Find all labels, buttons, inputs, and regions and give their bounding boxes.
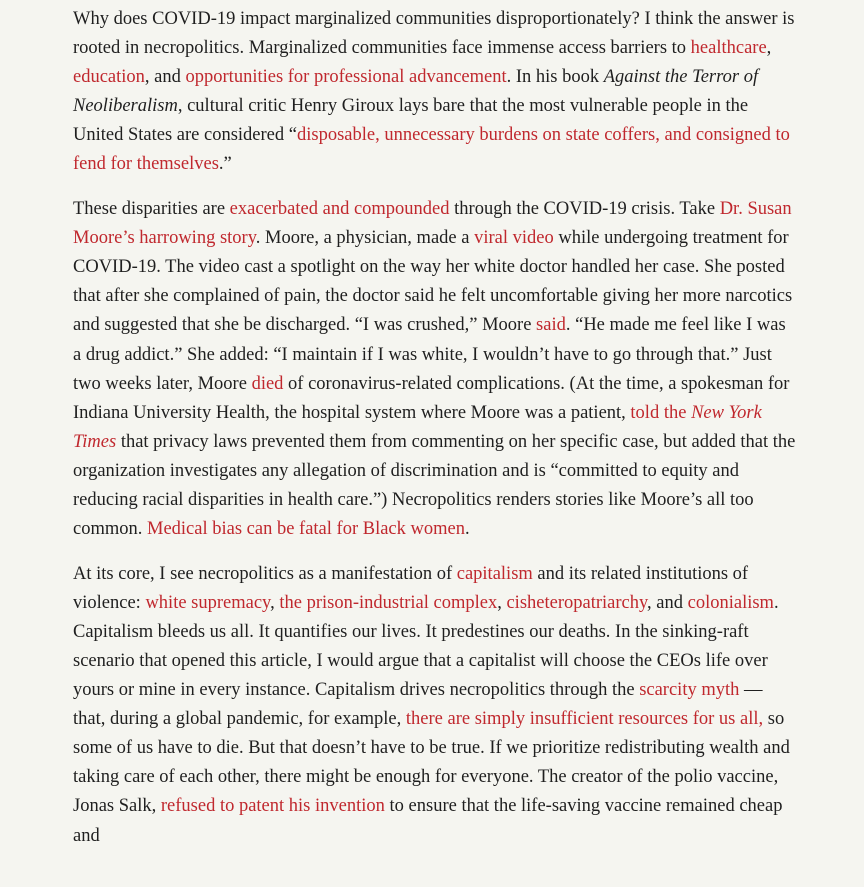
text-run: . “He made me feel like I was a drug addict.” She added: “I maintain if I was white, I wouldn’t have to go through that.” Just two weeks later, Moore: [73, 315, 786, 394]
link-viral-video[interactable]: viral video: [474, 228, 554, 249]
link-healthcare[interactable]: healthcare: [690, 38, 767, 59]
text-run: of coronavirus-related complications. (At the time, a spokesman for Indiana University Health, the hospital system where Moore was a patient,: [73, 373, 790, 423]
book-title: Against the Terror of Neoliberalism: [73, 67, 759, 117]
link-exacerbated-compounded[interactable]: exacerbated and compounded: [229, 199, 450, 220]
link-susan-moore-story[interactable]: Dr. Susan Moore’s harrowing story: [73, 199, 792, 249]
link-professional-advancement[interactable]: opportunities for professional advancement: [185, 67, 507, 88]
text-run: through the COVID-19 crisis. Take: [449, 199, 720, 220]
paragraph-3: [73, 560, 797, 851]
text-run: ,: [497, 592, 507, 613]
link-capitalism[interactable]: capitalism: [456, 563, 533, 584]
link-education[interactable]: education: [73, 67, 145, 88]
text-run: .”: [218, 154, 232, 175]
text-run: . Moore, a physician, made a: [255, 228, 475, 249]
link-disposable-burdens[interactable]: disposable, unnecessary burdens on state coffers, and consigned to fend for themselves: [73, 125, 790, 175]
link-medical-bias[interactable]: Medical bias can be fatal for Black women: [147, 519, 465, 540]
text-run: These disparities are: [73, 199, 230, 220]
text-run: Why does COVID-19 impact marginalized communities disproportionately? I think the answer is rooted in necropolitics. Marginalized communities face immense access barriers to: [73, 9, 795, 59]
text-run: .: [464, 519, 470, 540]
text-run: At its core, I see necropolitics as a manifestation of: [73, 563, 457, 584]
link-died[interactable]: died: [251, 373, 284, 394]
link-refused-patent[interactable]: refused to patent his invention: [160, 796, 385, 817]
paragraph-2: [73, 195, 797, 544]
text-run: ,: [766, 38, 772, 59]
link-scarcity-myth[interactable]: scarcity myth: [639, 680, 740, 701]
paragraph-1: [73, 5, 797, 180]
text-run: , and: [647, 592, 688, 613]
text-run: , cultural critic Henry Giroux lays bare that the most vulnerable people in the United States are considered “: [73, 96, 749, 146]
link-nyt-title[interactable]: New York Times: [73, 402, 762, 452]
link-colonialism[interactable]: colonialism: [687, 592, 774, 613]
text-run: so some of us have to die. But that doesn’t have to be true. If we prioritize redistributing wealth and taking care of each other, there might be enough for everyone. The creator of the polio vaccine, Jonas Salk,: [73, 709, 790, 817]
text-run: to ensure that the life-saving vaccine remained cheap and: [73, 796, 783, 846]
text-run: while undergoing treatment for COVID-19. The video cast a spotlight on the way her white doctor handled her case. She posted that after she complained of pain, the doctor said he felt uncomfortable giving her more narcotics and suggested that she be discharged. “I was crushed,” Moore: [73, 228, 793, 336]
link-cisheteropatriarchy[interactable]: cisheteropatriarchy: [506, 592, 648, 613]
link-insufficient-resources[interactable]: there are simply insufficient resources for us all,: [405, 709, 764, 730]
link-said[interactable]: said: [536, 315, 566, 336]
article-body: [73, 5, 797, 866]
text-run: that privacy laws prevented them from commenting on her specific case, but added that the organization investigates any allegation of discrimination and is “committed to equity and reducing racial disparities in health care.”) Necropolitics renders stories like Moore’s all too common.: [73, 431, 796, 540]
text-run: and its related institutions of violence:: [73, 563, 749, 613]
text-run: , and: [144, 67, 186, 88]
link-prison-industrial-complex[interactable]: the prison-industrial complex: [279, 592, 498, 613]
text-run: ,: [270, 592, 280, 613]
link-told-nyt-text[interactable]: told the: [630, 402, 692, 423]
text-run: . Capitalism bleeds us all. It quantifies our lives. It predestines our deaths. In the sinking-raft scenario that opened this article, I would argue that a capitalist will choose the CEOs life over yours or mine in every instance. Capitalism drives necropolitics through the: [73, 592, 779, 701]
link-white-supremacy[interactable]: white supremacy: [145, 592, 271, 613]
text-run: . In his book: [506, 67, 604, 88]
text-run: — that, during a global pandemic, for example,: [73, 680, 763, 730]
